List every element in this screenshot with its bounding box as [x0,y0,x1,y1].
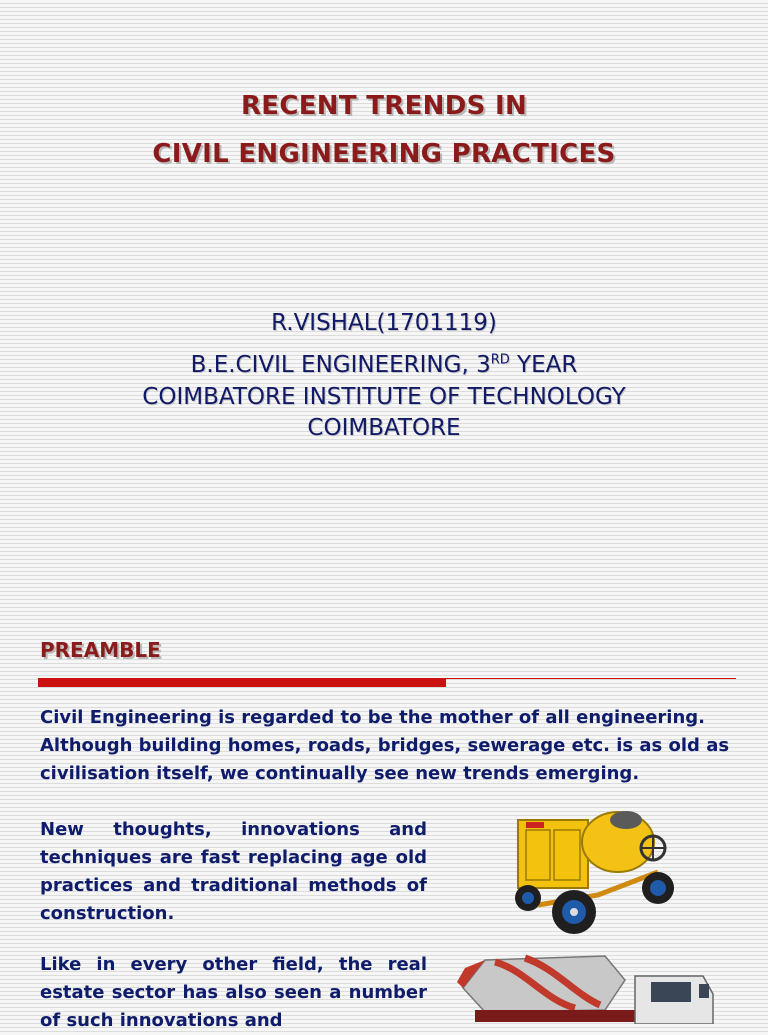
paragraph-intro: Civil Engineering is regarded to be the mother of all engineering. Although building homes, roads, bridges, sewerage etc. is as old as civilisation itself, we continually see new trends emerging. [40,707,730,784]
title-line-2: CIVIL ENGINEERING PRACTICES [152,138,616,169]
institute-city: COIMBATORE [307,415,461,442]
course-prefix: B.E.CIVIL ENGINEERING, 3 [190,352,491,378]
title-line-1: RECENT TRENDS IN [240,91,528,121]
course-ordinal: RD [490,352,510,368]
course-suffix: YEAR [509,352,578,378]
section-divider-thin [446,678,736,679]
concrete-mixer-image [508,800,676,945]
paragraph-real-estate: Like in every other field, the real estate sector has also seen a number of such innovations and [40,954,427,1031]
section-divider-thick [38,678,446,687]
transit-mixer-truck-image [455,950,725,1024]
author-block [0,310,768,445]
paragraph-innovations: New thoughts, innovations and techniques are fast replacing age old practices and traditional methods of construction. [40,819,427,924]
course-line [0,350,768,382]
author-name: R.VISHAL(1701119) [271,310,497,336]
slide-title [0,90,768,170]
section-heading: PREAMBLE [40,638,161,662]
institute-name: COIMBATORE INSTITUTE OF TECHNOLOGY [142,383,626,410]
